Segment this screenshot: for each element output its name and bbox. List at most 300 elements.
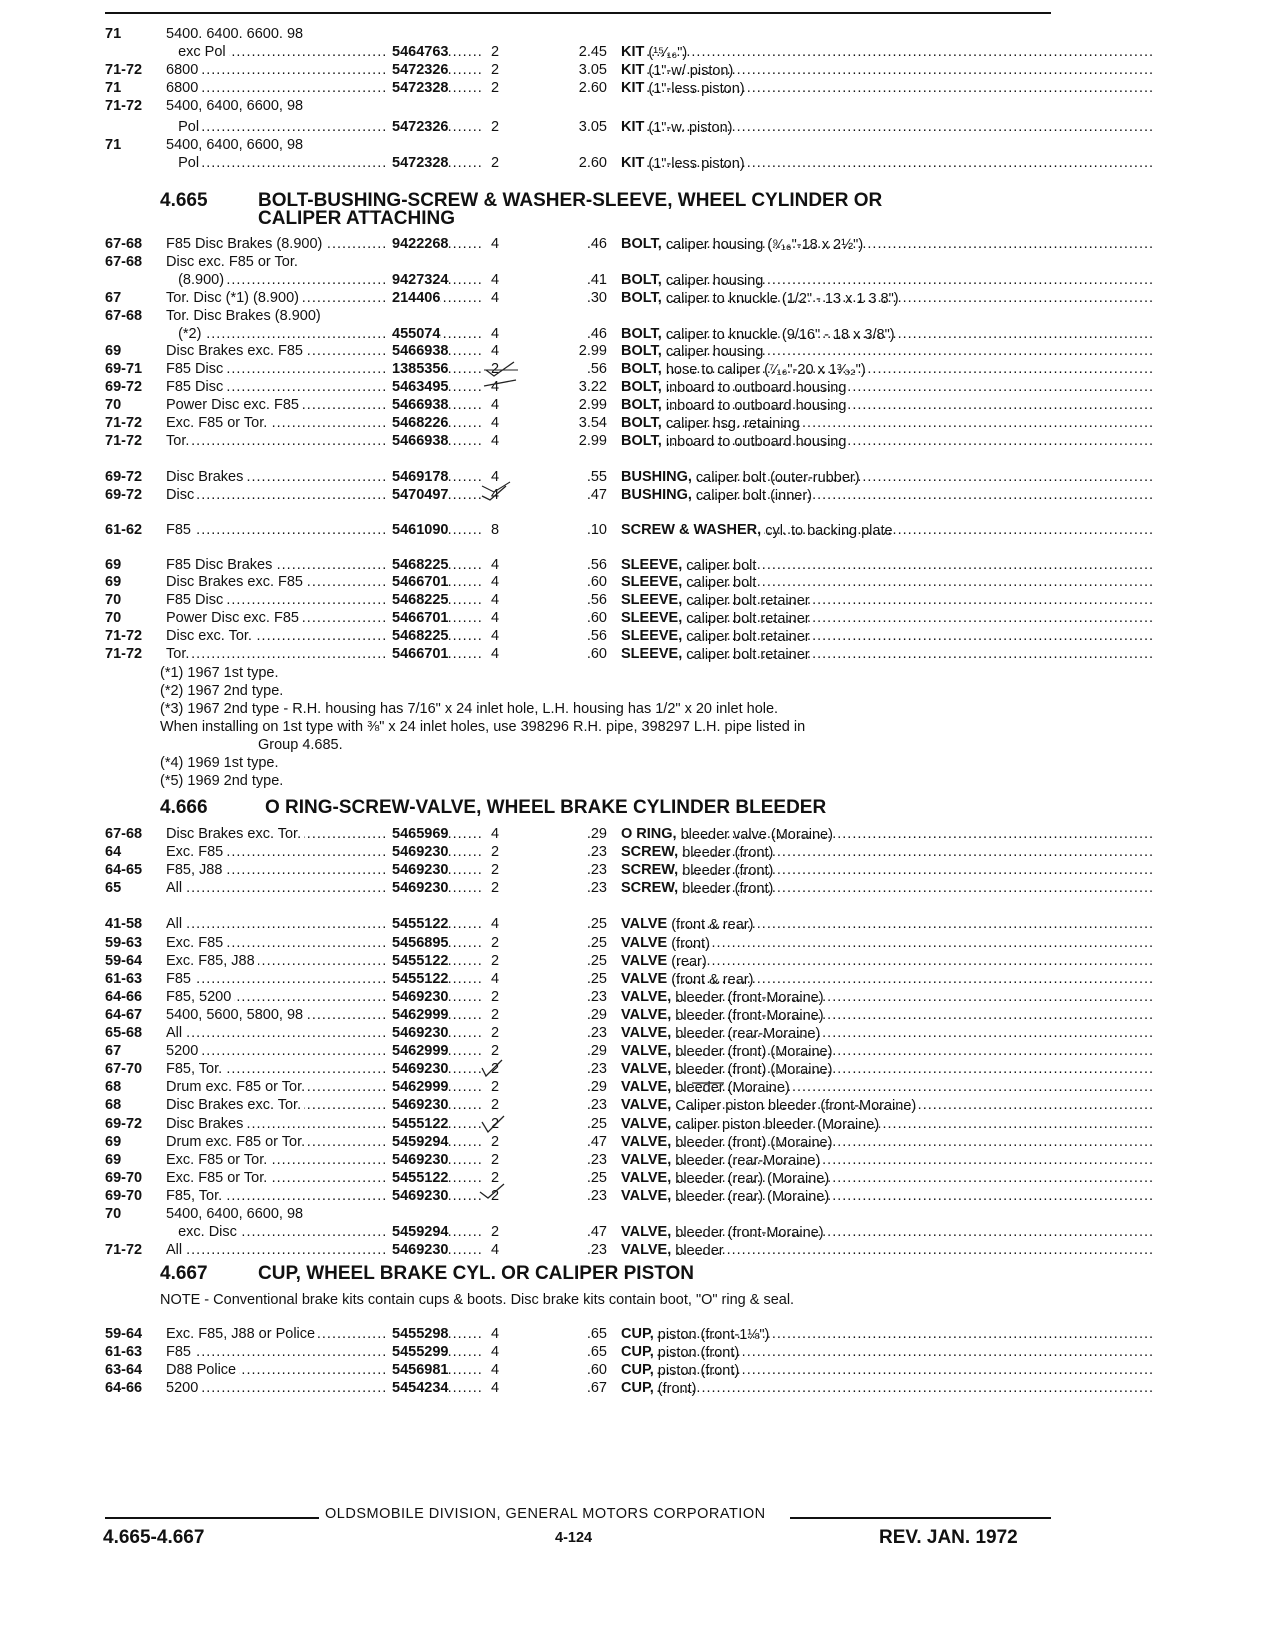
quantity: 2 [491,1224,500,1241]
footnote: (*4) 1969 1st type. [160,755,279,771]
description [621,826,833,843]
year-range: 71 [105,137,122,153]
year-range: 69-72 [105,468,143,485]
table-row [105,1096,1055,1114]
section-4665-title-2: CALIPER ATTACHING [258,208,456,229]
description-cell [621,609,1155,627]
description [621,62,734,79]
footnote: (*1) 1967 1st type. [160,665,279,681]
year-range: 64-66 [105,988,143,1005]
quantity: 2 [491,119,500,135]
year-range: 71-72 [105,628,143,645]
quantity: 2 [491,1187,500,1204]
model-text: Exc. F85 or Tor. [166,1169,270,1187]
description [621,1380,697,1397]
part-number: 5455122 [388,970,448,988]
part-detail: (1"-w. piston) [644,120,733,136]
part-name: VALVE, [621,1169,672,1186]
table-row [105,118,1055,136]
part-detail: piston (front) [653,1345,740,1361]
price: .23 [586,1151,607,1168]
quantity: 4 [491,397,500,414]
description-cell [621,556,1155,574]
table-row [105,79,1055,97]
description [621,343,764,361]
year-range: 67-68 [105,253,143,270]
year-range: 71-72 [105,646,143,662]
part-number: 5455122 [388,1169,448,1187]
price: 3.05 [578,119,607,135]
price: 2.99 [578,432,607,449]
year-range: 70 [105,397,122,414]
quantity: 2 [491,1169,500,1186]
description-cell [621,861,1155,879]
year-range: 61-63 [105,970,143,987]
description-cell [621,1361,1155,1379]
part-number: 5470497 [388,486,448,504]
year-range: 64-67 [105,1006,143,1023]
year-range: 67-68 [105,826,143,842]
model-text: 5400. 6400. 6600. 98 [166,25,306,43]
table-row [105,1361,1055,1379]
quantity: 2 [491,862,500,879]
description-cell [621,61,1155,79]
footnote: When installing on 1st type with ⅜" x 24 inlet holes, use 398296 R.H. pipe, 398297 L.H. pipe listed in [160,719,806,735]
price: .60 [586,1362,607,1378]
quantity: 2 [491,1006,500,1023]
price: .47 [586,486,607,503]
description [621,1344,740,1361]
part-name: KIT [621,119,645,135]
quantity: 2 [491,80,500,96]
underline-mark [690,1080,730,1100]
description [621,862,774,880]
part-detail: piston (front-1⅛") [653,1327,770,1343]
description-cell [621,1343,1155,1361]
part-name: VALVE, [621,988,672,1005]
part-name: VALVE, [621,1006,672,1023]
description-cell [621,1325,1155,1343]
description-cell [621,432,1155,450]
part-name: VALVE, [621,1151,672,1168]
year-range: 67-68 [105,236,143,252]
part-detail: caliper housing [661,272,764,289]
year-range: 69 [105,1133,122,1150]
model-text: F85, Tor. [166,1187,225,1205]
part-name: KIT [621,80,645,96]
year-range: 68 [105,1079,122,1096]
table-row [105,97,1055,115]
part-number: 5466938 [388,342,448,360]
table-row [105,1325,1055,1343]
description [621,1133,833,1151]
table-row [105,1223,1055,1241]
description [621,521,893,539]
table-row [105,521,1055,539]
description [621,486,812,504]
table-row [105,1343,1055,1361]
price: .23 [586,1187,607,1204]
model-text: F85, J88 [166,861,225,879]
quantity: 4 [491,1344,500,1360]
quantity: 2 [491,44,500,60]
year-range: 71-72 [105,415,143,431]
part-name: SCREW, [621,844,679,861]
description-cell [621,79,1155,97]
part-name: VALVE, [621,1043,672,1060]
footer-groups: 4.665-4.667 [103,1527,205,1548]
price: .47 [586,1133,607,1150]
part-name: BOLT, [621,271,662,288]
handwritten-check-marks [480,360,530,540]
year-range: 69-70 [105,1187,143,1204]
model-text: F85 Disc [166,378,226,396]
part-detail: hose to caliper (⁷⁄₁₆"-20 x 1³⁄₃₂") [661,362,866,379]
part-name: VALVE, [621,1025,672,1041]
part-detail: caliper bolt retainer [682,593,810,610]
description [621,1151,821,1169]
part-detail: bleeder (rear-Moraine) [671,1152,821,1169]
description [621,1326,770,1343]
part-number: 5465969 [388,825,448,843]
part-detail: caliper bolt [682,575,757,592]
price: 3.05 [578,62,607,78]
table-row [105,843,1055,861]
description-cell [621,591,1155,609]
description-cell [621,1042,1155,1060]
table-row [105,1024,1055,1042]
quantity: 4 [491,271,500,288]
price: .60 [586,574,607,591]
part-name: BOLT, [621,432,662,449]
part-detail: (front & rear) [667,917,754,934]
model-text: Disc exc. F85 or Tor. [166,253,301,271]
table-row [105,1379,1055,1397]
model-text: Exc. F85, J88 or Police [166,1325,318,1343]
part-name: SCREW, [621,880,679,897]
model-text: Disc [166,486,197,504]
part-name: SLEEVE, [621,574,683,591]
part-detail: caliper bolt (outer-rubber) [691,469,860,486]
year-range: 69 [105,556,122,573]
part-number: 5468225 [388,556,448,574]
price: .23 [586,844,607,861]
part-name: BOLT, [621,343,662,360]
price: .46 [586,236,607,252]
model-text: Exc. F85 or Tor. [166,1151,270,1169]
description [621,1187,830,1205]
part-detail: (¹⁵⁄₁₆") [644,45,688,61]
part-detail: caliper bolt [682,557,757,574]
handwritten-check-marks-2 [476,1050,526,1200]
quantity: 8 [491,521,500,538]
part-number: 5472326 [388,118,448,136]
part-name: SCREW & WASHER, [621,521,762,538]
model-text: Power Disc exc. F85 [166,609,302,627]
section-4665-title: BOLT-BUSHING-SCREW & WASHER-SLEEVE, WHEEL CYLINDER OR [258,190,883,211]
description-cell [621,486,1155,504]
price: .25 [586,1115,607,1132]
table-row [105,627,1055,645]
model-text: All [166,1241,185,1259]
part-detail: caliper piston bleeder (Moraine) [671,1116,880,1133]
part-name: BUSHING, [621,468,692,485]
price: .65 [586,1326,607,1342]
quantity: 4 [491,1380,500,1396]
description [621,1115,880,1133]
description [621,1025,821,1042]
description [621,880,774,898]
part-detail: caliper to knuckle (1/2" - 13 x 1 3 8") [661,290,899,307]
description [621,844,774,862]
table-row [105,609,1055,627]
description [621,988,824,1006]
description [621,628,810,646]
model-text: (*2) [166,325,204,343]
table-row [105,645,1055,663]
description-cell [621,271,1155,289]
description [621,1242,724,1260]
description-cell [621,879,1155,897]
part-number: 5466701 [388,609,448,627]
footer-division: OLDSMOBILE DIVISION, GENERAL MOTORS CORPORATION [325,1506,766,1522]
part-detail: Caliper piston bleeder (front-Moraine) [671,1098,917,1115]
year-range: 64-65 [105,862,143,879]
quantity: 4 [491,592,500,609]
footer-revision: REV. JAN. 1972 [879,1527,1018,1548]
model-text: 5400, 6400, 6600, 98 [166,136,306,154]
table-row [105,396,1055,414]
quantity: 2 [491,988,500,1005]
price: .46 [586,325,607,342]
description-cell [621,43,1155,61]
year-range: 59-64 [105,952,143,969]
table-row [105,1241,1055,1259]
table-row [105,307,1055,325]
description [621,379,847,397]
year-range: 41-58 [105,916,143,933]
description [621,415,800,432]
part-name: SLEEVE, [621,628,683,645]
price: .23 [586,1097,607,1114]
table-row [105,432,1055,450]
description-cell [621,843,1155,861]
quantity: 4 [491,574,500,591]
part-detail: caliper housing (⁹⁄₁₆"-18 x 2½") [661,237,864,253]
quantity: 2 [491,1025,500,1041]
description [621,432,847,450]
year-range: 69-72 [105,1115,143,1132]
quantity: 2 [491,1097,500,1114]
table-row [105,235,1055,253]
price: .47 [586,1224,607,1241]
part-number: 5468225 [388,627,448,645]
model-text: F85 [166,1343,194,1361]
part-name: SLEEVE, [621,556,683,573]
table-row [105,61,1055,79]
part-number: 455074 [388,325,440,343]
table-row [105,25,1055,43]
part-number: 5469230 [388,1241,448,1259]
part-name: KIT [621,62,645,78]
year-range: 69 [105,343,122,360]
table-row [105,861,1055,879]
year-range: 63-64 [105,1362,143,1378]
table-row [105,879,1055,897]
part-name: VALVE, [621,1242,672,1259]
table-row [105,486,1055,504]
part-name: BUSHING, [621,486,692,503]
model-text: F85 Disc Brakes (8.900) [166,235,325,253]
part-number: 5463495 [388,378,448,396]
part-name: SCREW, [621,862,679,879]
part-detail: caliper bolt (inner) [691,487,812,504]
part-detail: bleeder (rear-Moraine) [671,1026,821,1042]
quantity: 2 [491,952,500,969]
part-number: 5469230 [388,1024,448,1042]
part-number: 9422268 [388,235,448,253]
part-detail: piston (front) [653,1363,740,1379]
part-number: 5455122 [388,952,448,970]
table-row [105,1205,1055,1223]
model-text: Drum exc. F85 or Tor. [166,1133,308,1151]
quantity: 2 [491,361,500,378]
model-text: Pol [166,118,202,136]
table-row [105,1060,1055,1078]
part-name: VALVE, [621,1115,672,1132]
part-number: 5461090 [388,521,448,539]
table-row [105,1133,1055,1151]
description [621,119,733,136]
quantity: 4 [491,826,500,842]
description-cell [621,1060,1155,1078]
part-name: BOLT, [621,415,662,431]
part-name: BOLT, [621,325,662,342]
year-range: 70 [105,610,122,627]
part-number: 5462999 [388,1078,448,1096]
model-text: Disc Brakes [166,468,246,486]
table-row [105,342,1055,360]
table-row [105,825,1055,843]
description-cell [621,468,1155,486]
description [621,592,810,610]
description-cell [621,521,1155,539]
table-row [105,952,1055,970]
table-row [105,1151,1055,1169]
year-range: 70 [105,1206,122,1222]
section-4666-number: 4.666 [160,797,208,818]
price: .25 [586,934,607,951]
year-range: 68 [105,1097,122,1114]
part-number: 5469230 [388,1151,448,1169]
part-number: 5464763 [388,43,448,61]
footnote: (*2) 1967 2nd type. [160,683,284,699]
description [621,1061,833,1079]
part-name: KIT [621,44,645,60]
year-range: 67-70 [105,1061,143,1078]
model-text: Power Disc exc. F85 [166,396,302,414]
model-text: Exc. F85 [166,934,226,952]
price: .67 [586,1380,607,1396]
part-number: 5459294 [388,1133,448,1151]
description-cell [621,915,1155,933]
model-text: Tor. [166,432,192,450]
price: .60 [586,646,607,662]
year-range: 71-72 [105,432,143,449]
part-number: 5462999 [388,1006,448,1024]
model-text: Disc exc. Tor. [166,627,255,645]
part-name: VALVE [621,970,668,987]
year-range: 69-72 [105,379,143,396]
description [621,468,860,486]
quantity: 4 [491,646,500,662]
model-text: Disc Brakes exc. F85 [166,573,306,591]
model-text: 5400, 6400, 6600, 98 [166,1205,306,1223]
part-detail: caliper bolt retainer [682,611,810,628]
model-text: 6800 [166,61,201,79]
description-cell [621,1006,1155,1024]
price: .10 [586,521,607,538]
quantity: 4 [491,379,500,396]
part-number: 5469230 [388,1096,448,1114]
description [621,271,764,289]
price: .25 [586,1169,607,1186]
part-detail: bleeder (rear) (Moraine) [671,1188,830,1205]
quantity: 4 [491,610,500,627]
part-number: 5466938 [388,396,448,414]
part-name: VALVE [621,916,668,933]
year-range: 69-70 [105,1169,143,1186]
part-number: 5466701 [388,645,448,663]
description-cell [621,378,1155,396]
part-number: 5456981 [388,1361,448,1379]
quantity: 2 [491,1133,500,1150]
price: .41 [586,271,607,288]
description-cell [621,988,1155,1006]
quantity: 2 [491,1115,500,1132]
price: .23 [586,862,607,879]
description [621,1169,830,1187]
table-row [105,325,1055,343]
part-number: 5456895 [388,934,448,952]
part-detail: cyl. to backing plate [761,522,893,539]
description [621,1006,824,1024]
footnote: (*3) 1967 2nd type - R.H. housing has 7/16" x 24 inlet hole, L.H. housing has 1/2" x 20 inlet hole. [160,701,779,717]
part-name: SLEEVE, [621,646,683,662]
part-name: BOLT, [621,397,662,414]
model-text: exc Pol [166,43,229,61]
quantity: 4 [491,628,500,645]
year-range: 69-71 [105,361,143,378]
table-row [105,468,1055,486]
price: .23 [586,988,607,1005]
quantity: 4 [491,415,500,431]
section-4667-note: NOTE - Conventional brake kits contain cups & boots. Disc brake kits contain boot, "O" ring & seal. [160,1292,795,1308]
quantity: 2 [491,880,500,897]
description [621,916,754,934]
footer-rule-left [105,1517,319,1519]
description-cell [621,325,1155,343]
quantity: 4 [491,325,500,342]
quantity: 4 [491,343,500,360]
model-text: F85 Disc [166,591,226,609]
year-range: 61-63 [105,1344,143,1360]
table-row [105,1006,1055,1024]
description-cell [621,934,1155,952]
part-detail: inboard to outboard housing [661,380,847,397]
part-number: 5468225 [388,591,448,609]
description-cell [621,1241,1155,1259]
